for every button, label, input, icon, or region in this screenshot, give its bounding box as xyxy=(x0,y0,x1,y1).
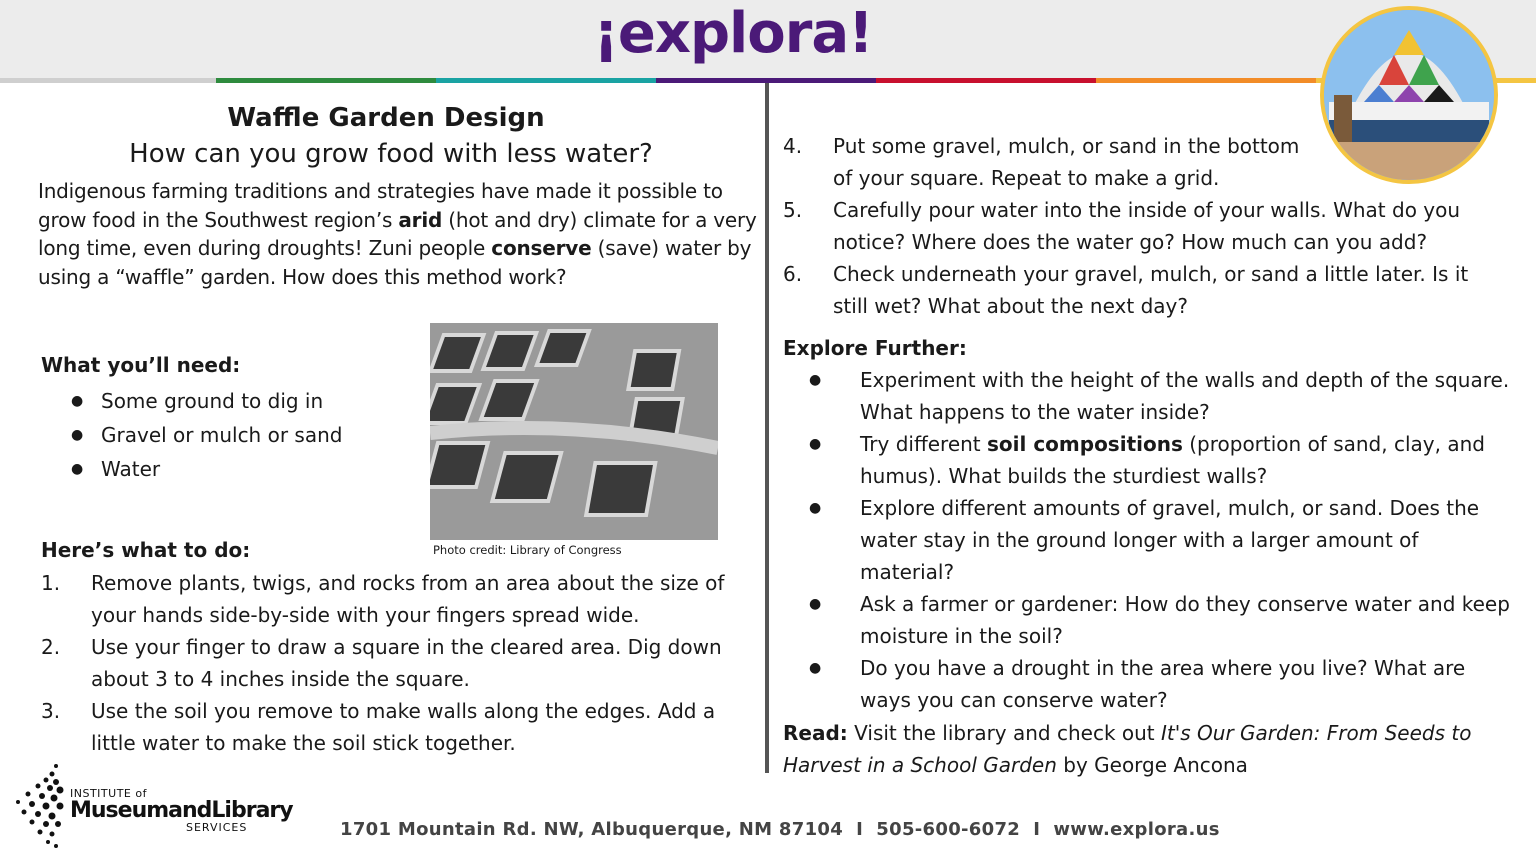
step-item xyxy=(41,567,753,631)
needs-list xyxy=(41,384,421,486)
step-item xyxy=(783,194,1503,258)
list-item: ● Explore different amounts of gravel, mulch, or sand. Does the water stay in the ground longer with a larger amount of material? xyxy=(783,492,1513,588)
step-number: 4. xyxy=(783,134,803,158)
intro-paragraph xyxy=(38,177,760,291)
list-item: ● Water xyxy=(41,452,421,486)
imls-logo xyxy=(70,788,293,833)
step-number: 3. xyxy=(41,699,61,723)
step-number: 6. xyxy=(783,262,803,286)
needs-heading: What you’ll need: xyxy=(41,353,241,377)
step-text: Carefully pour water into the inside of your walls. What do you notice? Where does the water go? How much can you add? xyxy=(833,198,1461,254)
color-stripe-teal xyxy=(436,78,656,83)
color-stripe-gray xyxy=(0,78,216,83)
intro-text-2: (hot and dry) climate for a very long time, even during droughts! Zuni people xyxy=(38,207,757,260)
list-item: ● Some ground to dig in xyxy=(41,384,421,418)
step-text: Remove plants, twigs, and rocks from an area about the size of your hands side-by-side with your fingers spread wide. xyxy=(91,571,725,627)
step-item xyxy=(41,695,753,759)
column-divider xyxy=(765,83,769,773)
footer-contact: 1701 Mountain Rd. NW, Albuquerque, NM 87104 I 505-600-6072 I www.explora.us xyxy=(340,819,1220,840)
imls-institute: INSTITUTE of xyxy=(70,787,147,800)
item-text: Try different xyxy=(860,432,987,456)
waffle-garden-illustration xyxy=(430,323,718,540)
steps-list-left xyxy=(41,567,753,759)
header-bar xyxy=(0,0,1536,78)
page-title: Waffle Garden Design xyxy=(227,103,545,133)
photo-credit: Photo credit: Library of Congress xyxy=(433,543,622,557)
step-text: Check underneath your gravel, mulch, or sand a little later. Is it still wet? What about the next day? xyxy=(833,262,1469,318)
steps-list-right xyxy=(783,130,1503,322)
list-item: ● Experiment with the height of the walls and depth of the square. What happens to the water inside? xyxy=(783,364,1513,428)
color-stripe-green xyxy=(216,78,436,83)
step-item xyxy=(783,258,1503,322)
step-item xyxy=(783,130,1313,194)
intro-text-1: Indigenous farming traditions and strategies have made it possible to grow food in the Southwest region’s xyxy=(38,179,723,232)
page-subtitle: How can you grow food with less water? xyxy=(129,139,653,169)
step-number: 2. xyxy=(41,635,61,659)
read-recommendation xyxy=(783,717,1513,781)
todo-heading: Here’s what to do: xyxy=(41,538,251,562)
step-text: Use your finger to draw a square in the cleared area. Dig down about 3 to 4 inches inside the square. xyxy=(91,635,722,691)
explore-further-heading: Explore Further: xyxy=(783,336,967,360)
intro-text-3: (save) water by using a “waffle” garden. How does this method work? xyxy=(38,236,752,289)
list-item xyxy=(783,428,1513,492)
imls-name: MuseumandLibrary xyxy=(70,798,293,823)
intro-bold-conserve: conserve xyxy=(491,236,592,260)
explore-further-section xyxy=(783,332,1513,716)
step-text: Use the soil you remove to make walls along the edges. Add a little water to make the soil stick together. xyxy=(91,699,716,755)
step-item xyxy=(41,631,753,695)
waffle-garden-photo xyxy=(430,323,718,540)
item-text: (proportion of sand, clay, and humus). What builds the sturdiest walls? xyxy=(860,432,1485,488)
imls-services: SERVICES xyxy=(186,821,248,834)
item-bold-soil: soil compositions xyxy=(987,432,1183,456)
list-item: ● Ask a farmer or gardener: How do they conserve water and keep moisture in the soil? xyxy=(783,588,1513,652)
explore-further-list xyxy=(783,364,1513,716)
book-author: by George Ancona xyxy=(1056,753,1248,777)
list-item: ● Gravel or mulch or sand xyxy=(41,418,421,452)
read-text: Visit the library and check out xyxy=(847,721,1162,745)
color-stripe-orange xyxy=(1096,78,1316,83)
list-item: ● Do you have a drought in the area where you live? What are ways you can conserve water? xyxy=(783,652,1513,716)
step-number: 5. xyxy=(783,198,803,222)
color-stripe-red xyxy=(876,78,1096,83)
step-text: Put some gravel, mulch, or sand in the bottom of your square. Repeat to make a grid. xyxy=(833,134,1300,190)
book-title: It's Our Garden: From Seeds to Harvest in a School Garden xyxy=(783,721,1472,777)
intro-bold-arid: arid xyxy=(398,207,443,232)
step-number: 1. xyxy=(41,571,61,595)
explora-logo: ¡explora! xyxy=(593,1,873,66)
read-label: Read: xyxy=(783,721,848,745)
